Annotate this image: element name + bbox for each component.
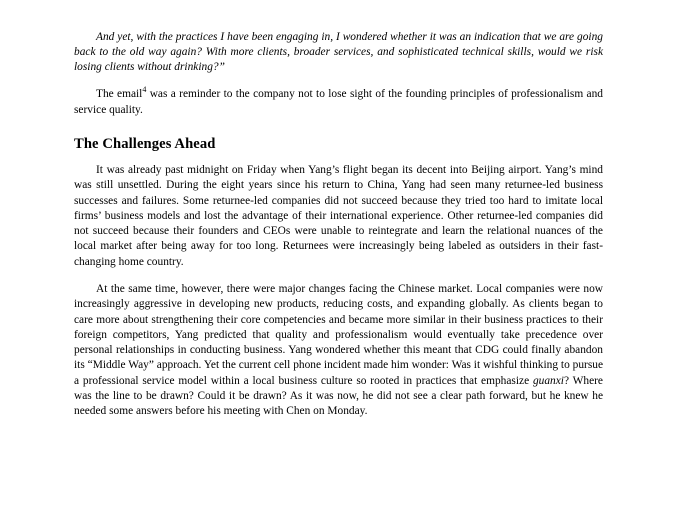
paragraph-email-text-after: was a reminder to the company not to lose sight of the founding principles of professionalism and service quality. bbox=[74, 88, 603, 116]
paragraph-email bbox=[74, 87, 603, 118]
block-quote: And yet, with the practices I have been engaging in, I wondered whether it was an indication that we are going back to the old way again? With more clients, broader services, and sophisticated technical skills, would we risk losing clients without drinking?” bbox=[74, 31, 603, 74]
paragraph-market bbox=[74, 282, 603, 420]
footnote-reference: 4 bbox=[142, 85, 147, 95]
paragraph-midnight: It was already past midnight on Friday when Yang’s flight began its decent into Beijing airport. Yang’s mind was still unsettled. During the eight years since his return to China, Yang had seen many returnee-led business successes and failures. Some returnee-led companies did not succeed because they tried too hard to imitate local firms’ business models and lost the advantage of their international experience. Other returnee-led companies did not succeed because their founders and CEOs were unable to reintegrate and learn the relational nuances of the local market after being away for too long. Returnees were increasingly being labeled as outsiders in their fast-changing home country. bbox=[74, 164, 603, 268]
section-heading: The Challenges Ahead bbox=[74, 136, 216, 153]
paragraph-market-text-2: ? Where was the line to be drawn? Could it be drawn? As it was now, he did not see a clear path forward, but he knew he needed some answers before his meeting with Chen on Monday. bbox=[74, 374, 603, 418]
term-guanxi: guanxi bbox=[532, 374, 564, 387]
paragraph-market-text-1: At the same time, however, there were major changes facing the Chinese market. Local companies were now increasingly aggressive in developing new products, reducing costs, and expanding globally. As clients began to care more about strengthening their core competencies and became more similar in their business practices to their foreign competitors, Yang predicted that quality and professionalism would eventually take precedence over personal relationships in conducting business. Yang wondered whether this meant that CDG could finally abandon its “Middle Way” approach. Yet the current cell phone incident made him wonder: Was it wishful thinking to pursue a professional service model within a local business culture so rooted in practices that emphasize bbox=[74, 283, 603, 387]
paragraph-email-text-before: The email bbox=[96, 88, 143, 101]
